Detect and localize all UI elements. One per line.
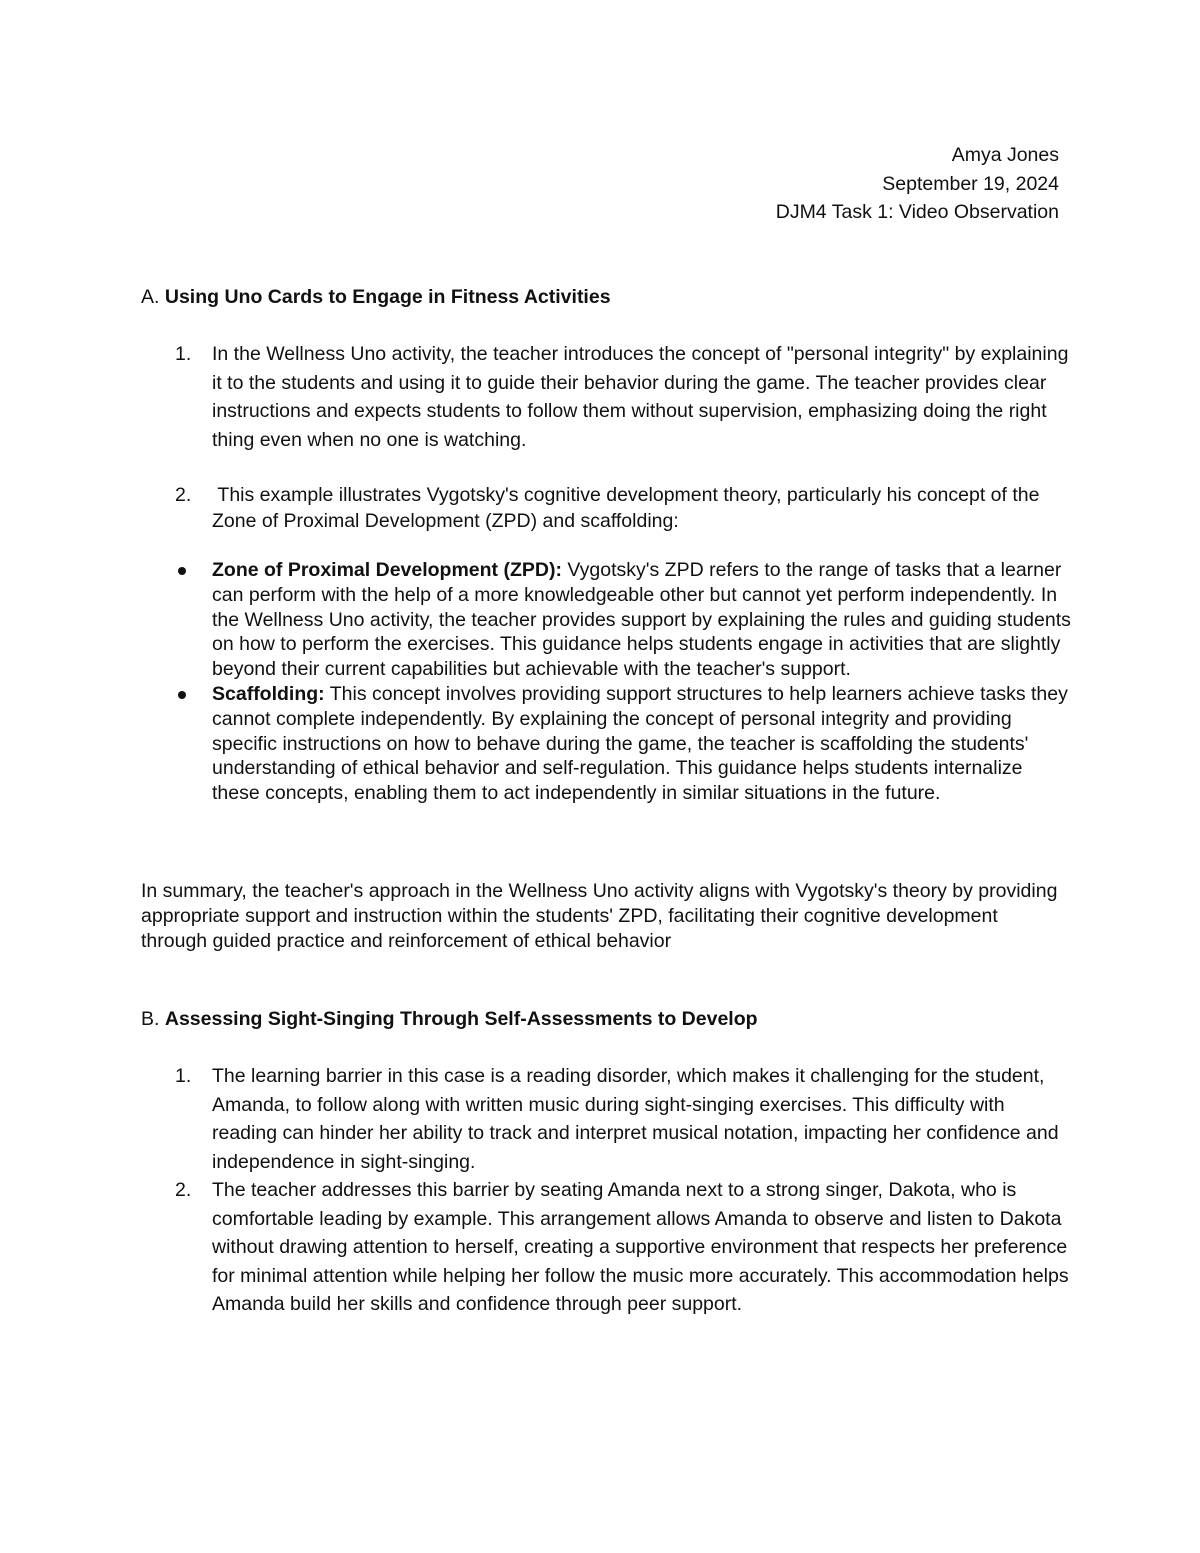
section-b-letter: B. [141, 1008, 160, 1030]
section-a-title: Using Uno Cards to Engage in Fitness Activities [164, 286, 611, 308]
section-a-bullet-list [141, 558, 1071, 806]
author-name: Amya Jones [951, 144, 1059, 166]
section-a-numbered-list [141, 340, 1071, 454]
list-item-number: 1. [175, 1065, 192, 1087]
section-b-heading [141, 1005, 758, 1033]
list-item-text: This example illustrates Vygotsky's cognitive development theory, particularly his concept of the Zone of Proximal Development (ZPD) and scaffolding: [212, 484, 1045, 532]
bullet-term: Scaffolding: [212, 682, 325, 705]
list-item [141, 1176, 1071, 1319]
section-a-letter: A. [141, 286, 160, 308]
list-item-number: 2. [175, 1179, 192, 1201]
list-item [141, 340, 1071, 454]
bullet-icon [178, 691, 186, 699]
bullet-text: This concept involves providing support structures to help learners achieve tasks they cannot complete independently. By explaining the concept of personal integrity and providing specific instructions on how to behave during the game, the teacher is scaffolding the students' understanding of ethical behavior and self-regulation. This guidance helps students internalize these concepts, enabling them to act independently in similar situations in the future. [212, 682, 1068, 805]
document-header [776, 141, 1059, 227]
section-a-summary: In summary, the teacher's approach in the Wellness Uno activity aligns with Vygotsky's theory by providing appropriate support and instruction within the students' ZPD, facilitating their cognitive development through guided practice and reinforcement of ethical behavior [141, 880, 1058, 952]
list-item [141, 483, 1071, 534]
list-item-number: 1. [175, 343, 192, 365]
section-b-title: Assessing Sight-Singing Through Self-Assessments to Develop [164, 1008, 758, 1030]
section-a-heading [141, 283, 611, 311]
bullet-term: Zone of Proximal Development (ZPD): [212, 559, 562, 581]
bullet-item-zpd [141, 558, 1071, 682]
list-item-text: The learning barrier in this case is a reading disorder, which makes it challenging for the student, Amanda, to follow along with written music during sight-singing exercises. This difficulty with reading can hinder her ability to track and interpret musical notation, impacting her confidence and independence in sight-singing. [212, 1065, 1059, 1173]
section-b-numbered-list [141, 1062, 1071, 1319]
section-a-numbered-list-2 [141, 483, 1071, 534]
list-item [141, 1062, 1071, 1176]
bullet-icon [178, 567, 186, 575]
list-item-text: In the Wellness Uno activity, the teacher introduces the concept of "personal integrity" by explaining it to the students and using it to guide their behavior during the game. The teacher provides clear instructions and expects students to follow them without supervision, emphasizing doing the right thing even when no one is watching. [212, 343, 1069, 451]
bullet-text: Vygotsky's ZPD refers to the range of tasks that a learner can perform with the help of a more knowledgeable other but cannot yet perform independently. In the Wellness Uno activity, the teacher provides support by explaining the rules and guiding students on how to perform the exercises. This guidance helps students engage in activities that are slightly beyond their current capabilities but achievable with the teacher's support. [212, 559, 1071, 681]
bullet-item-scaffolding [141, 682, 1071, 806]
list-item-number: 2. [175, 484, 192, 506]
list-item-text: The teacher addresses this barrier by seating Amanda next to a strong singer, Dakota, who is comfortable leading by example. This arrangement allows Amanda to observe and listen to Dakota without drawing attention to herself, creating a supportive environment that respects her preference for minimal attention while helping her follow the music more accurately. This accommodation helps Amanda build her skills and confidence through peer support. [212, 1179, 1069, 1315]
document-task-title: DJM4 Task 1: Video Observation [775, 201, 1059, 223]
document-date: September 19, 2024 [882, 172, 1059, 195]
